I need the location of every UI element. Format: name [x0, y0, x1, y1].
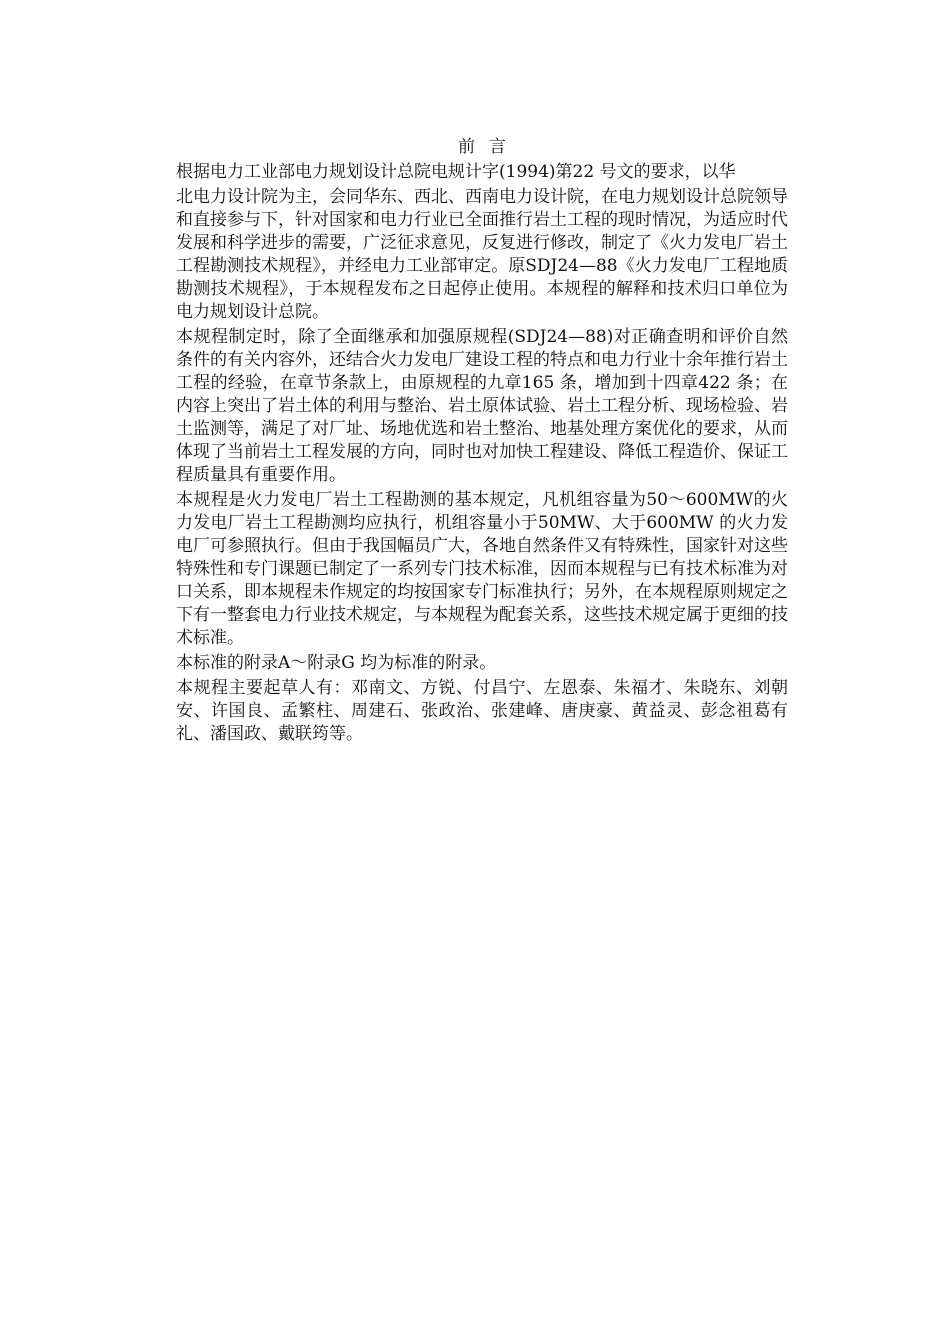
- paragraph-4: 本规程是火力发电厂岩土工程勘测的基本规定，凡机组容量为50～600MW的火力发电厂岩土工程勘测均应执行，机组容量小于50MW、大于600MW 的火力发电厂可参照执行。但由于我国幅员广大，各地自然条件又有特殊性，国家针对这些特殊性和专门课题已制定了一系列专门技术标准，因而本规程与已有技术标准为对口关系，即本规程未作规定的均按国家专门标准执行；另外，在本规程原则规定之下有一整套电力行业技术规定，与本规程为配套关系，这些技术规定属于更细的技术标准。: [176, 490, 788, 648]
- paragraph-3: 本规程制定时，除了全面继承和加强原规程(SDJ24—88)对正确查明和评价自然条件的有关内容外，还结合火力发电厂建设工程的特点和电力行业十余年推行岩土工程的经验，在章节条款上，由原规程的九章165 条，增加到十四章422 条；在内容上突出了岩土体的利用与整治、岩土原体试验、岩土工程分析、现场检验、岩土监测等，满足了对厂址、场地优选和岩土整治、地基处理方案优化的要求，从而体现了当前岩土工程发展的方向，同时也对加快工程建设、降低工程造价、保证工程质量具有重要作用。: [176, 327, 788, 485]
- paragraph-6: 本规程主要起草人有：邓南文、方锐、付昌宁、左恩泰、朱福才、朱晓东、刘朝安、许国良、孟繁柱、周建石、张政治、张建峰、唐庚豪、黄益灵、彭念祖葛有礼、潘国政、戴联筠等。: [176, 678, 788, 744]
- document-body: [176, 136, 788, 748]
- paragraph-5: 本标准的附录A～附录G 均为标准的附录。: [176, 653, 497, 673]
- paragraph-1: 根据电力工业部电力规划设计总院电规计字(1994)第22 号文的要求，以华: [176, 162, 736, 182]
- page-title: 前言: [458, 137, 520, 157]
- paragraph-2: 北电力设计院为主，会同华东、西北、西南电力设计院，在电力规划设计总院领导和直接参与下，针对国家和电力行业已全面推行岩土工程的现时情况，为适应时代发展和科学进步的需要，广泛征求意见，反复进行修改，制定了《火力发电厂岩土工程勘测技术规程》，并经电力工业部审定。原SDJ24—88《火力发电厂工程地质勘测技术规程》，于本规程发布之日起停止使用。本规程的解释和技术归口单位为电力规划设计总院。: [176, 187, 788, 322]
